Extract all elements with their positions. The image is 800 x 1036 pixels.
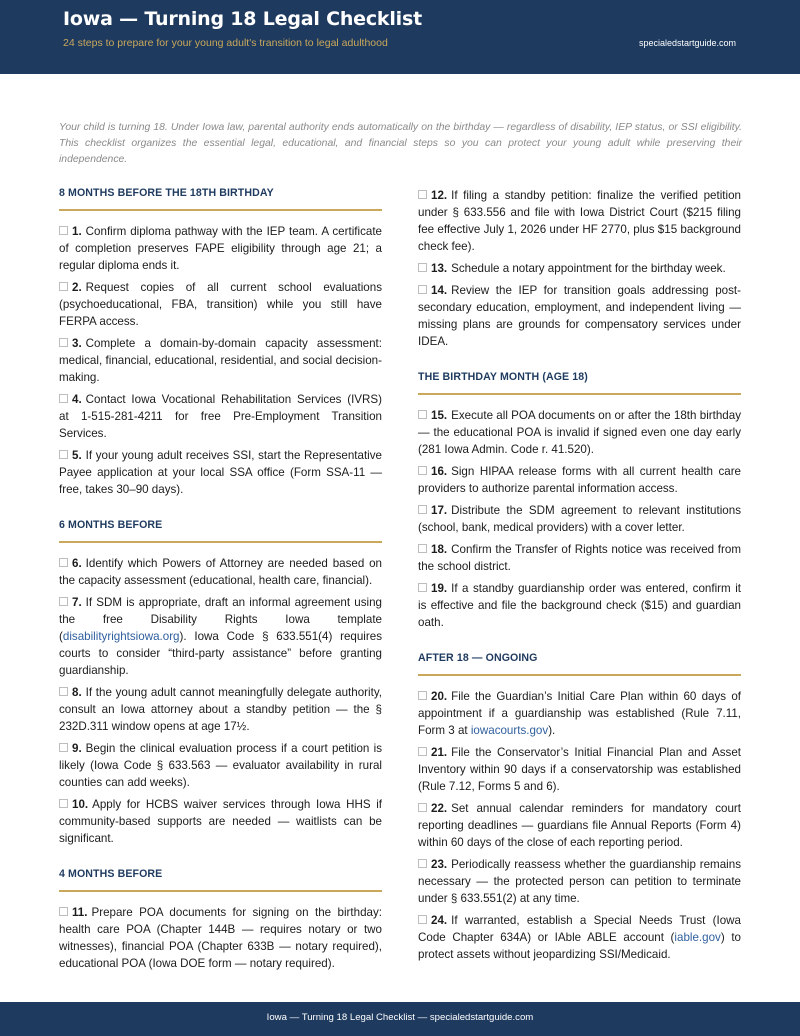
item-number: 21. bbox=[431, 746, 448, 759]
item-number: 18. bbox=[431, 543, 448, 556]
checklist-item bbox=[418, 912, 741, 963]
item-text: If a standby guardianship order was entered, confirm it is effective and file the background check ($15) and guardian oath. bbox=[418, 582, 741, 629]
checklist-item bbox=[418, 856, 741, 907]
item-number: 13. bbox=[431, 262, 448, 275]
item-number: 19. bbox=[431, 582, 448, 595]
item-number: 11. bbox=[72, 906, 88, 919]
checkbox-icon[interactable] bbox=[418, 410, 427, 419]
item-number: 15. bbox=[431, 409, 448, 422]
item-number: 3. bbox=[72, 337, 82, 350]
checklist-item bbox=[418, 744, 741, 795]
item-text: Schedule a notary appointment for the birthday week. bbox=[451, 262, 726, 275]
item-number: 16. bbox=[431, 465, 448, 478]
section-divider bbox=[59, 209, 382, 211]
item-text: Confirm the Transfer of Rights notice was received from the school district. bbox=[418, 543, 741, 573]
item-text: ). bbox=[548, 724, 556, 737]
checkbox-icon[interactable] bbox=[59, 282, 68, 291]
checklist-item bbox=[59, 555, 382, 589]
checkbox-icon[interactable] bbox=[418, 505, 427, 514]
item-number: 4. bbox=[72, 393, 82, 406]
checklist-item bbox=[418, 260, 741, 277]
page-subtitle: 24 steps to prepare for your young adult's transition to legal adulthood bbox=[63, 37, 388, 49]
item-text: If warranted, establish a Special Needs Trust (Iowa Code Chapter 634A) or IAble ABLE account ( bbox=[418, 914, 741, 944]
checklist-item bbox=[59, 447, 382, 498]
item-text: Confirm diploma pathway with the IEP team. A certificate of completion preserves FAPE eligibility through age 21; a regular diploma ends it. bbox=[59, 225, 382, 272]
checklist-item bbox=[59, 684, 382, 735]
item-text: Set annual calendar reminders for mandatory court reporting deadlines — guardians file Annual Reports (Form 4) within 60 days of the close of each reporting period. bbox=[418, 802, 741, 849]
section-divider bbox=[59, 890, 382, 892]
item-link[interactable]: iowacourts.gov bbox=[470, 724, 549, 737]
section-divider bbox=[59, 541, 382, 543]
checklist-item bbox=[59, 223, 382, 274]
item-text: If filing a standby petition: finalize the verified petition under § 633.556 and file with Iowa District Court ($215 filing fee effective July 1, 2026 under HF 2770, plus $15 background check fee). bbox=[418, 189, 741, 253]
section-title: 6 MONTHS BEFORE bbox=[59, 519, 163, 531]
item-text: File the Conservator’s Initial Financial Plan and Asset Inventory within 90 days if a conservatorship was established (Rule 7.12, Forms 5 and 6). bbox=[418, 746, 741, 793]
item-text: Execute all POA documents on or after the 18th birthday — the educational POA is invalid if signed even one day early (281 Iowa Admin. Code r. 41.520). bbox=[418, 409, 741, 456]
item-text: ) to protect assets without jeopardizing SSI/Medicaid. bbox=[418, 931, 741, 961]
item-text: File the Guardian’s Initial Care Plan within 60 days of appointment if a guardianship was established (Rule 7.11, Form 3 at bbox=[418, 690, 741, 737]
checkbox-icon[interactable] bbox=[59, 450, 68, 459]
item-text: Request copies of all current school evaluations (psychoeducational, FBA, transition) while you still have FERPA access. bbox=[59, 281, 382, 328]
checkbox-icon[interactable] bbox=[59, 907, 68, 916]
item-text: Review the IEP for transition goals addressing post-secondary education, employment, and independent living — missing plans are grounds for compensatory services under IDEA. bbox=[418, 284, 741, 348]
checklist-item bbox=[418, 187, 741, 255]
checklist-item bbox=[59, 391, 382, 442]
checkbox-icon[interactable] bbox=[59, 799, 68, 808]
checklist-item bbox=[418, 580, 741, 631]
item-number: 20. bbox=[431, 690, 448, 703]
checkbox-icon[interactable] bbox=[418, 803, 427, 812]
item-link[interactable]: disabilityrightsiowa.org bbox=[62, 630, 180, 643]
item-text: If your young adult receives SSI, start the Representative Payee application at your local SSA office (Form SSA-11 — free, takes 30–90 days). bbox=[59, 449, 382, 496]
section-title: AFTER 18 — ONGOING bbox=[418, 652, 538, 664]
item-number: 24. bbox=[431, 914, 448, 927]
left-column bbox=[59, 187, 382, 977]
checkbox-icon[interactable] bbox=[418, 915, 427, 924]
checklist-item bbox=[418, 800, 741, 851]
section-title: 8 MONTHS BEFORE THE 18TH BIRTHDAY bbox=[59, 187, 274, 199]
checklist-item bbox=[59, 796, 382, 847]
checkbox-icon[interactable] bbox=[418, 466, 427, 475]
item-text: Distribute the SDM agreement to relevant institutions (school, bank, medical providers) with a cover letter. bbox=[418, 504, 741, 534]
checkbox-icon[interactable] bbox=[59, 394, 68, 403]
item-number: 5. bbox=[72, 449, 82, 462]
checkbox-icon[interactable] bbox=[59, 687, 68, 696]
section-title: 4 MONTHS BEFORE bbox=[59, 868, 163, 880]
item-number: 22. bbox=[431, 802, 448, 815]
checklist-item bbox=[418, 282, 741, 350]
item-number: 6. bbox=[72, 557, 82, 570]
checklist-item bbox=[59, 279, 382, 330]
item-text: Contact Iowa Vocational Rehabilitation Services (IVRS) at 1-515-281-4211 for free Pre-Employment Transition Services. bbox=[59, 393, 382, 440]
item-number: 17. bbox=[431, 504, 448, 517]
item-number: 1. bbox=[72, 225, 82, 238]
checklist-item bbox=[418, 463, 741, 497]
item-text: ). Iowa Code § 633.551(4) requires courts to consider “third-party assistance” before granting guardianship. bbox=[59, 630, 382, 677]
page-footer bbox=[0, 1002, 800, 1036]
item-link[interactable]: iable.gov bbox=[674, 931, 721, 944]
checkbox-icon[interactable] bbox=[59, 338, 68, 347]
item-text: Periodically reassess whether the guardianship remains necessary — the protected person can petition to terminate under § 633.551(2) at any time. bbox=[418, 858, 741, 905]
checklist-item bbox=[59, 740, 382, 791]
item-text: If the young adult cannot meaningfully delegate authority, consult an Iowa attorney about a standby petition — the § 232D.311 window opens at age 17½. bbox=[59, 686, 382, 733]
checkbox-icon[interactable] bbox=[59, 558, 68, 567]
checklist-item bbox=[59, 904, 382, 972]
item-text: Begin the clinical evaluation process if a court petition is likely (Iowa Code § 633.563 — evaluator availability in rural counties can add weeks). bbox=[59, 742, 382, 789]
item-text: Apply for HCBS waiver services through Iowa HHS if community-based supports are needed — waitlists can be significant. bbox=[59, 798, 382, 845]
page-header bbox=[0, 0, 800, 74]
checklist-item bbox=[418, 541, 741, 575]
footer-text: Iowa — Turning 18 Legal Checklist — specialedstartguide.com bbox=[266, 1012, 534, 1023]
checklist-item bbox=[418, 688, 741, 739]
checklist-item bbox=[59, 594, 382, 679]
item-number: 9. bbox=[72, 742, 82, 755]
checklist-item bbox=[418, 407, 741, 458]
item-number: 23. bbox=[431, 858, 448, 871]
item-text: Complete a domain-by-domain capacity assessment: medical, financial, educational, residential, and social decision-making. bbox=[59, 337, 382, 384]
item-text: If SDM is appropriate, draft an informal agreement using the free Disability Rights Iowa template ( bbox=[59, 596, 382, 643]
checkbox-icon[interactable] bbox=[418, 583, 427, 592]
item-text: Sign HIPAA release forms with all current health care providers to authorize parental information access. bbox=[418, 465, 741, 495]
right-column bbox=[418, 187, 741, 968]
checkbox-icon[interactable] bbox=[59, 226, 68, 235]
checklist-item bbox=[59, 335, 382, 386]
section-divider bbox=[418, 674, 741, 676]
section-divider bbox=[418, 393, 741, 395]
checkbox-icon[interactable] bbox=[59, 597, 68, 606]
checklist-item bbox=[418, 502, 741, 536]
item-text: Identify which Powers of Attorney are needed based on the capacity assessment (educational, health care, financial). bbox=[59, 557, 382, 587]
checkbox-icon[interactable] bbox=[418, 691, 427, 700]
item-number: 2. bbox=[72, 281, 82, 294]
checkbox-icon[interactable] bbox=[418, 747, 427, 756]
page-title: Iowa — Turning 18 Legal Checklist bbox=[63, 8, 422, 30]
checkbox-icon[interactable] bbox=[418, 544, 427, 553]
item-number: 12. bbox=[431, 189, 448, 202]
intro-paragraph: Your child is turning 18. Under Iowa law, parental authority ends automatically on the birthday — regardless of disability, IEP status, or SSI eligibility. This checklist organizes the essential legal, educational, and financial steps so you can protect your young adult while preserving their independence. bbox=[59, 122, 742, 165]
item-number: 7. bbox=[72, 596, 82, 609]
section-title: THE BIRTHDAY MONTH (AGE 18) bbox=[418, 371, 588, 383]
item-number: 14. bbox=[431, 284, 448, 297]
checkbox-icon[interactable] bbox=[418, 285, 427, 294]
item-number: 10. bbox=[72, 798, 89, 811]
checkbox-icon[interactable] bbox=[418, 859, 427, 868]
item-text: Prepare POA documents for signing on the birthday: health care POA (Chapter 144B — requires notary or two witnesses), financial POA (Chapter 633B — notary required), educational POA (Iowa DOE form — notary required). bbox=[59, 906, 382, 970]
checkbox-icon[interactable] bbox=[59, 743, 68, 752]
header-site-url: specialedstartguide.com bbox=[638, 38, 736, 48]
item-number: 8. bbox=[72, 686, 82, 699]
checkbox-icon[interactable] bbox=[418, 263, 427, 272]
checkbox-icon[interactable] bbox=[418, 190, 427, 199]
